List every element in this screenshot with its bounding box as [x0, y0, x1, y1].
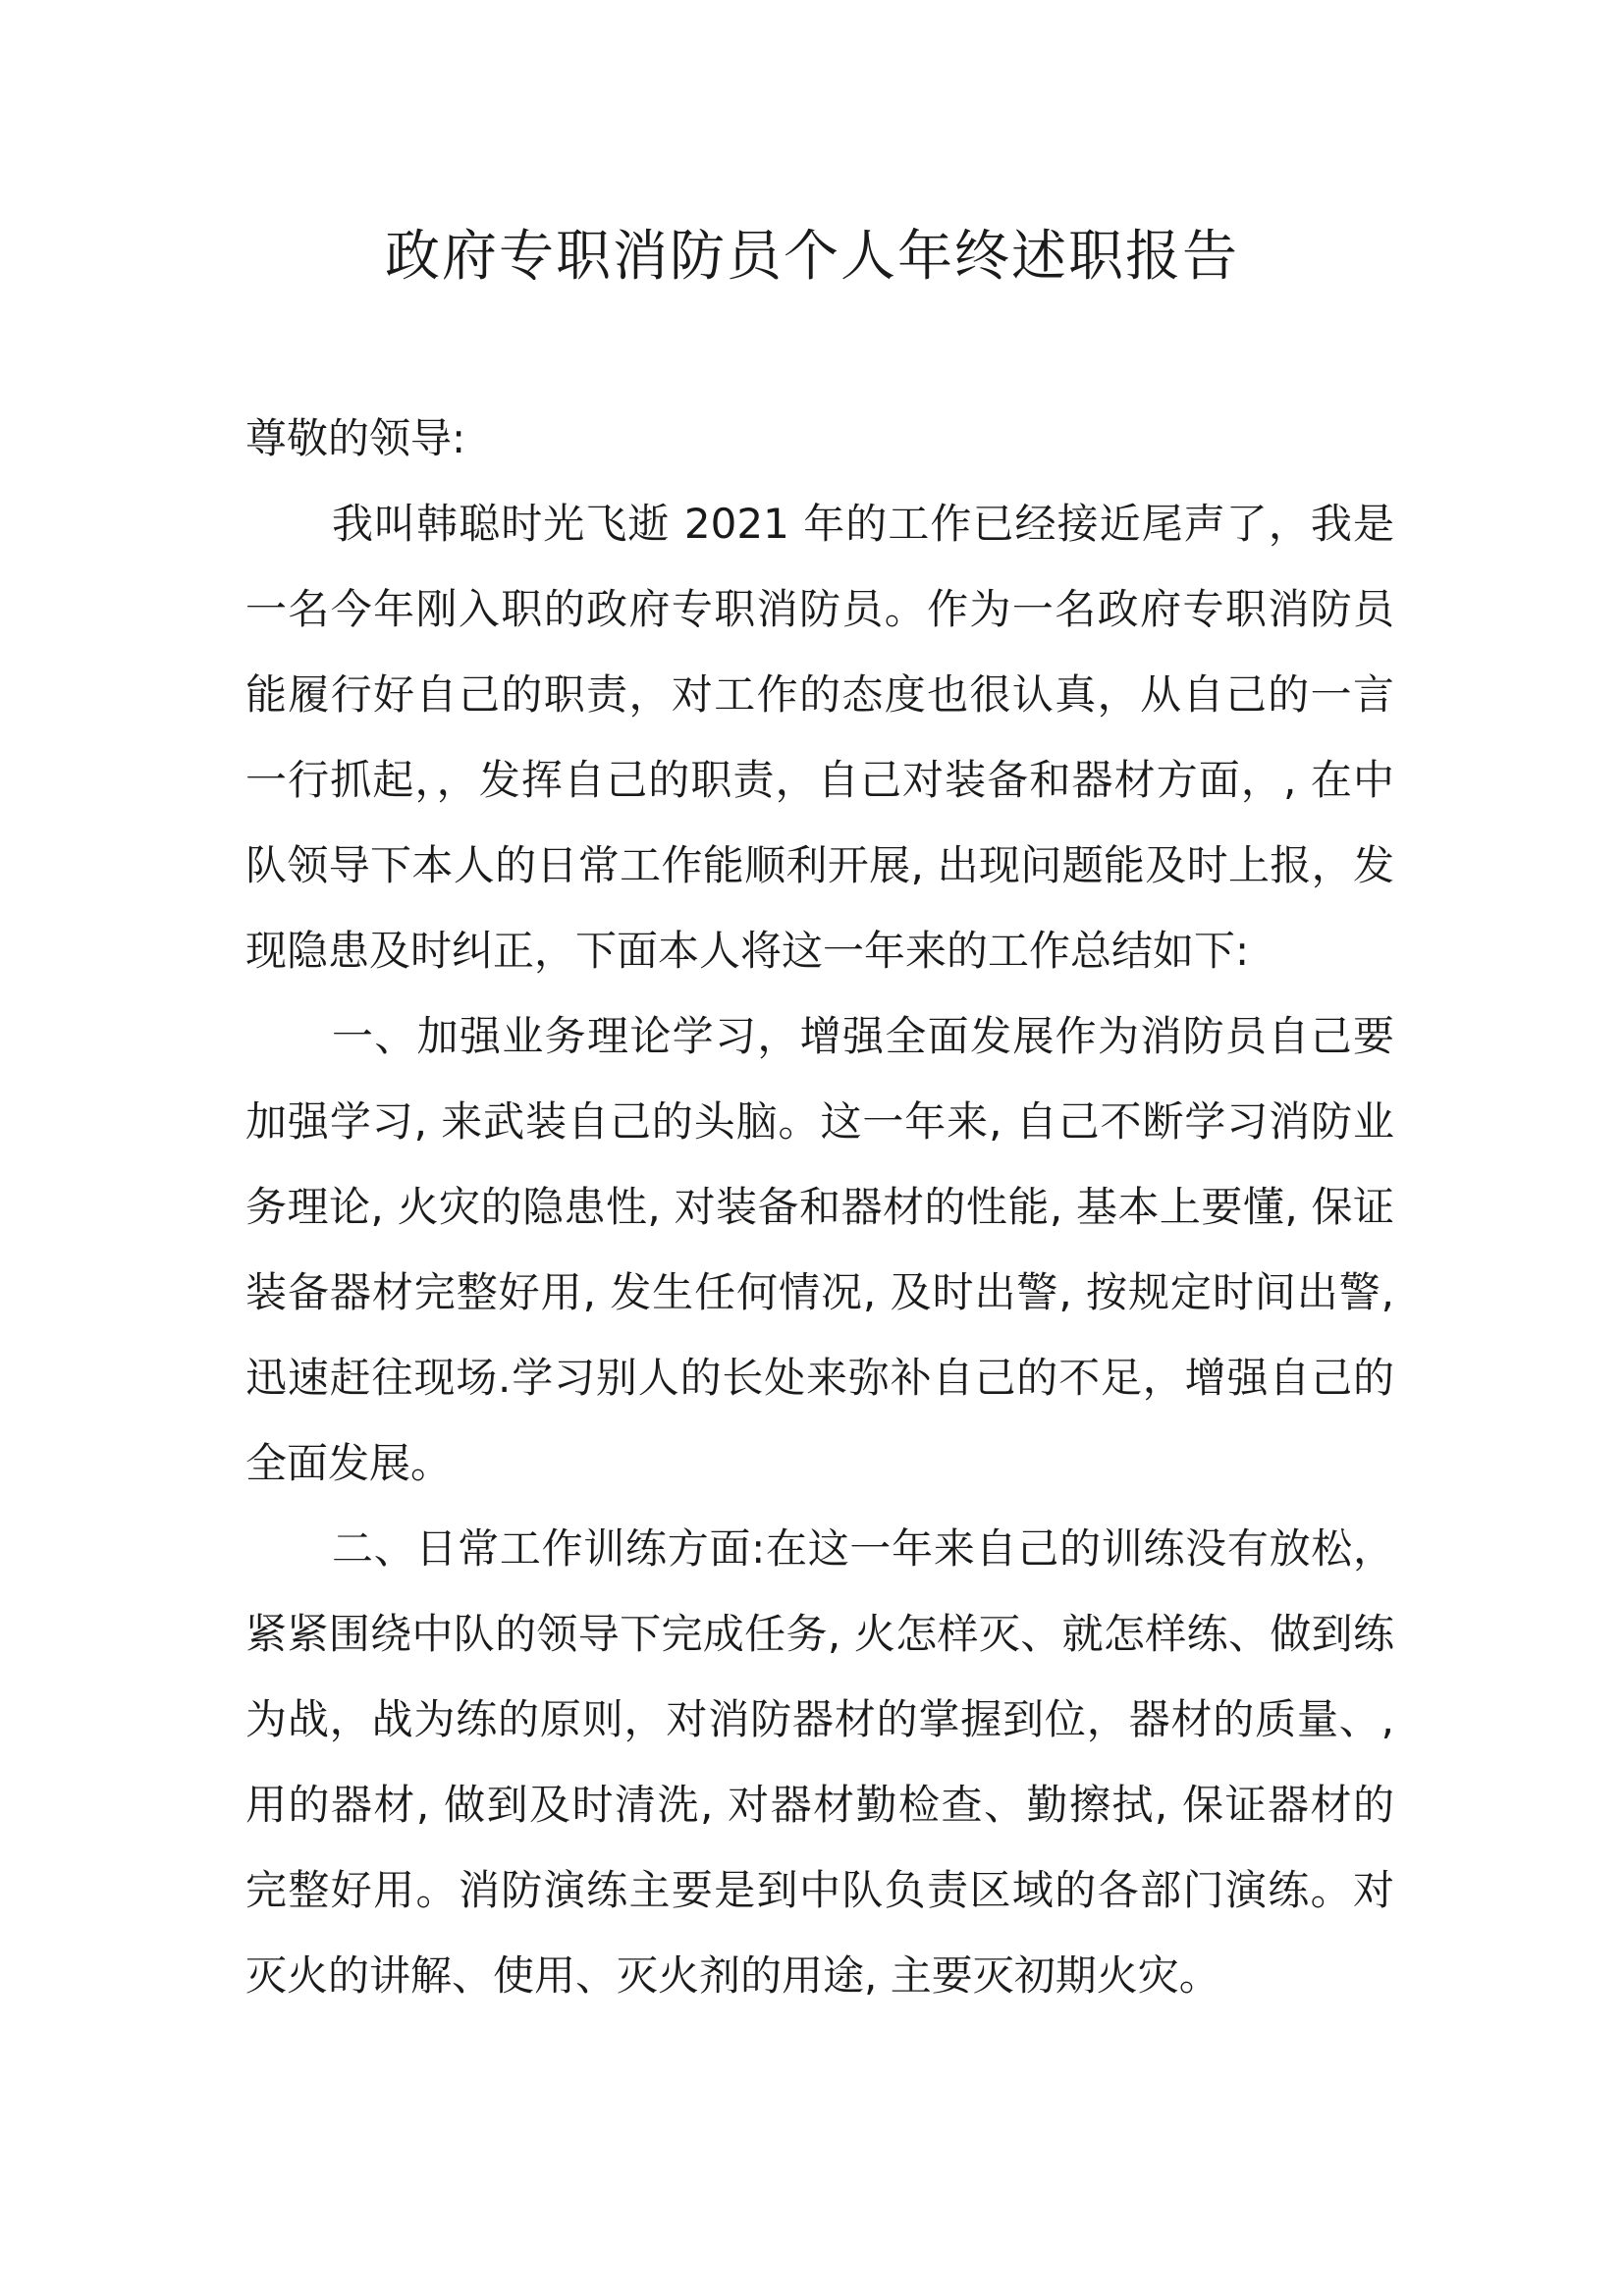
document-body: [245, 396, 1394, 2018]
paragraph-intro: 我叫韩聪时光飞逝 2021 年的工作已经接近尾声了，我是一名今年刚入职的政府专职消防员。作为一名政府专职消防员能履行好自己的职责，对工作的态度也很认真，从自己的一言一行抓起，，发挥自己的职责，自己对装备和器材方面，, 在中队领导下本人的日常工作能顺利开展, 出现问题能及时上报，发现隐患及时纠正，下面本人将这一年来的工作总结如下:: [245, 500, 1394, 975]
document-title: 政府专职消防员个人年终述职报告: [385, 225, 1239, 289]
greeting: 尊敬的领导:: [245, 414, 466, 462]
paragraph-section-2: 二、日常工作训练方面:在这一年来自己的训练没有放松，紧紧围绕中队的领导下完成任务, 火怎样灭、就怎样练、做到练为战，战为练的原则，对消防器材的掌握到位，器材的质量、, 用的器材, 做到及时清洗, 对器材勤检查、勤擦拭, 保证器材的完整好用。消防演练主要是到中队负责区域的各部门演练。对灭火的讲解、使用、灭火剂的用途, 主要灭初期火灾。: [245, 1524, 1394, 2000]
paragraph-section-1: 一、加强业务理论学习，增强全面发展作为消防员自己要加强学习, 来武装自己的头脑。这一年来, 自己不断学习消防业务理论, 火灾的隐患性, 对装备和器材的性能, 基本上要懂, 保证装备器材完整好用, 发生任何情况, 及时出警, 按规定时间出警, 迅速赶往现场.学习别人的长处来弥补自己的不足，增强自己的全面发展。: [245, 1012, 1394, 1487]
